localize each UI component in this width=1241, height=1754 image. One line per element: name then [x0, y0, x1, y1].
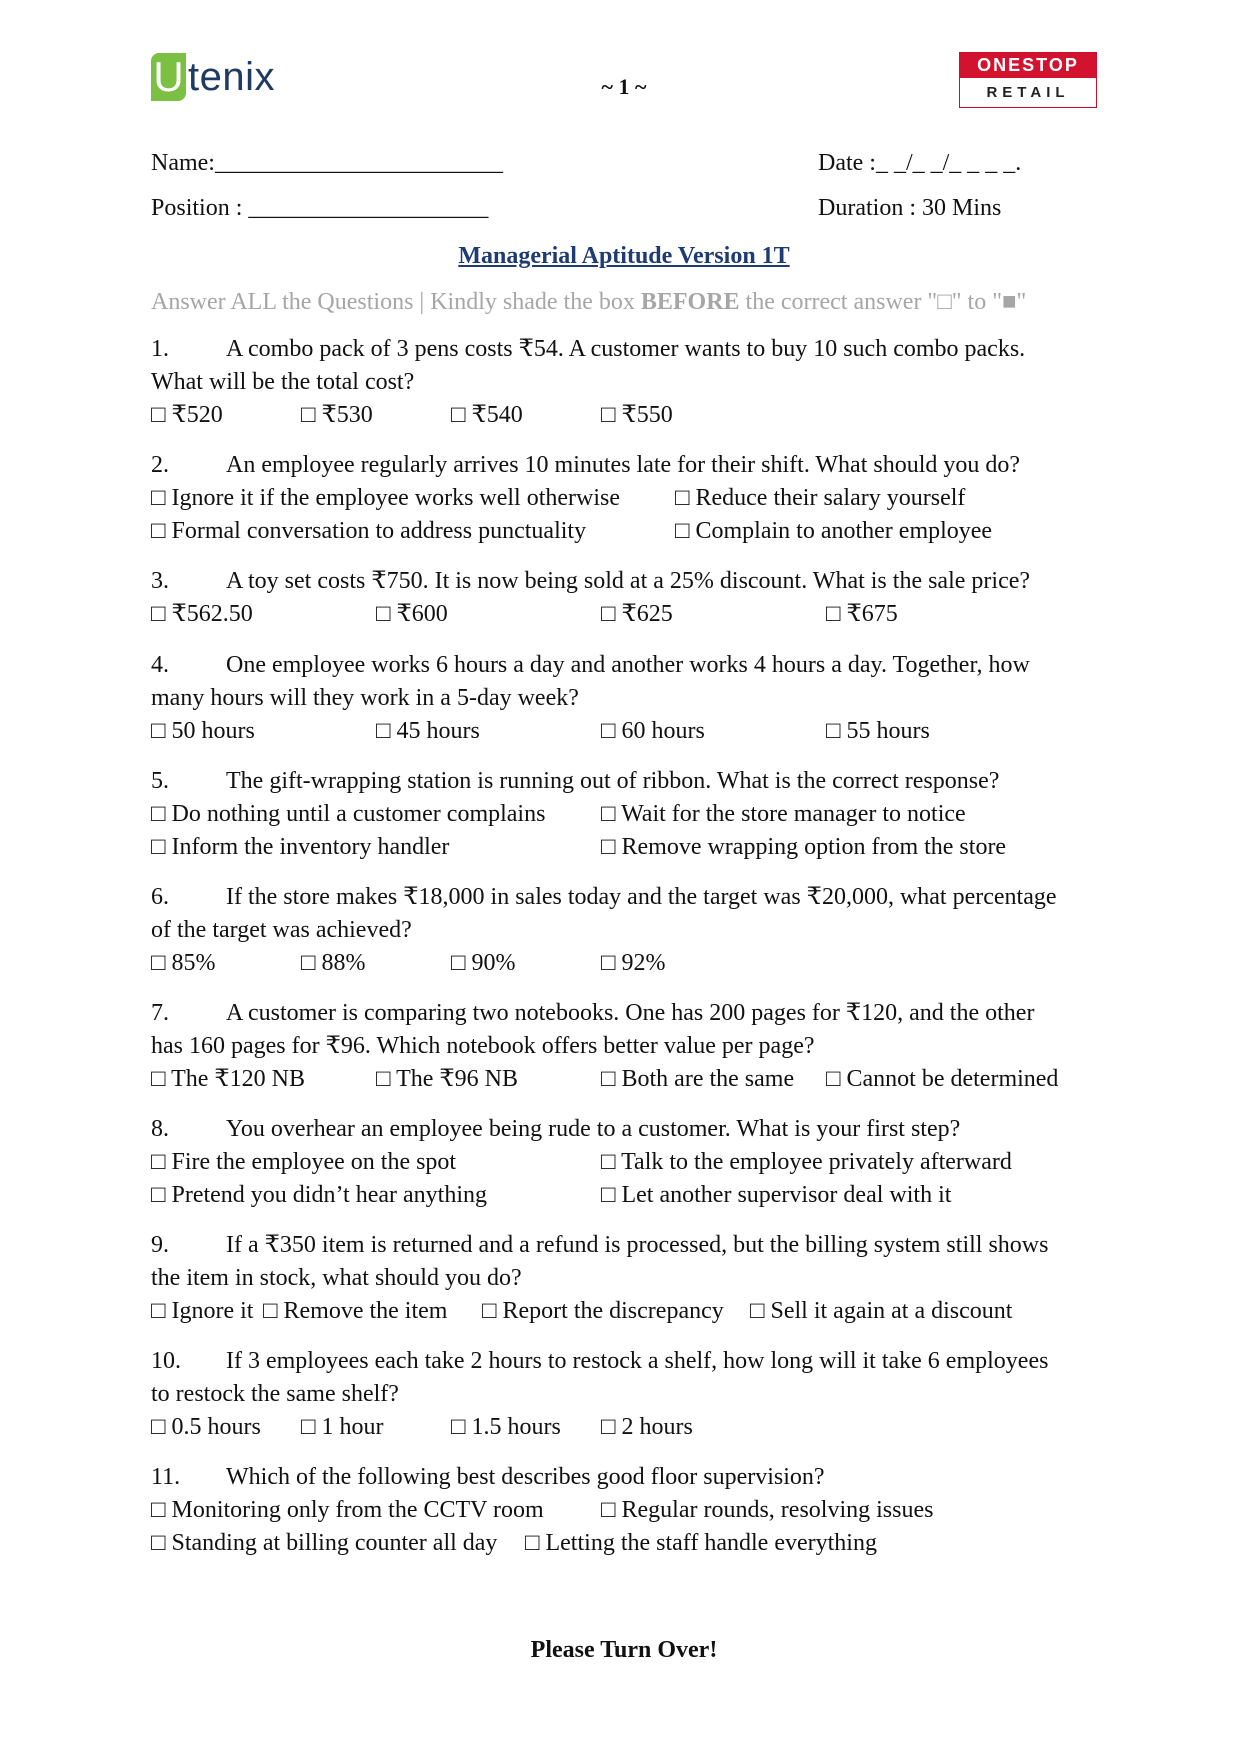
- question-number: 2.: [151, 452, 169, 478]
- question-number: 5.: [151, 768, 169, 794]
- option-checkbox[interactable]: □ 1.5 hours: [451, 1414, 561, 1440]
- duration-label: Duration : 30 Mins: [818, 195, 1002, 221]
- question-number: 7.: [151, 1000, 169, 1026]
- question-text: [151, 1461, 1097, 1494]
- option-checkbox[interactable]: □ 88%: [301, 950, 366, 976]
- question-number: 4.: [151, 652, 169, 678]
- option-checkbox[interactable]: □ 0.5 hours: [151, 1414, 261, 1440]
- option-checkbox[interactable]: □ Reduce their salary yourself: [675, 485, 966, 511]
- utenix-logo-text: tenix: [188, 54, 275, 99]
- page-title: Managerial Aptitude Version 1T: [458, 243, 790, 269]
- option-checkbox[interactable]: □ Standing at billing counter all day: [151, 1530, 498, 1556]
- option-checkbox[interactable]: □ Remove the item: [263, 1298, 448, 1324]
- instructions: [151, 289, 1026, 316]
- option-checkbox[interactable]: □ Inform the inventory handler: [151, 834, 450, 860]
- question-line-1: Which of the following best describes good floor supervision?: [226, 1464, 825, 1490]
- question-11: [151, 1461, 1097, 1560]
- option-checkbox[interactable]: □ Complain to another employee: [675, 518, 993, 544]
- options: [151, 1494, 1097, 1527]
- question-line-1: A toy set costs ₹750. It is now being sold at a 25% discount. What is the sale price?: [226, 568, 1031, 594]
- option-checkbox[interactable]: □ Ignore it if the employee works well otherwise: [151, 485, 621, 511]
- name-field[interactable]: Name:________________________: [151, 150, 503, 176]
- question-line-1: An employee regularly arrives 10 minutes late for their shift. What should you do?: [226, 452, 1021, 478]
- question-line-2: to restock the same shelf?: [151, 1381, 399, 1407]
- options: [151, 515, 1097, 548]
- question-line-1: The gift-wrapping station is running out of ribbon. What is the correct response?: [226, 768, 1000, 794]
- question-number: 11.: [151, 1464, 181, 1490]
- options: [151, 598, 1097, 631]
- options: [151, 715, 1097, 748]
- option-checkbox[interactable]: □ Cannot be determined: [826, 1066, 1059, 1092]
- question-4: [151, 649, 1097, 748]
- question-text: [151, 765, 1097, 798]
- date-field[interactable]: Date :_ _/_ _/_ _ _ _.: [818, 150, 1022, 176]
- question-line-1: If a ₹350 item is returned and a refund is processed, but the billing system still shows: [226, 1232, 1049, 1258]
- question-1: [151, 333, 1097, 432]
- footer-note: Please Turn Over!: [530, 1637, 718, 1663]
- question-8: [151, 1113, 1097, 1212]
- option-checkbox[interactable]: □ 1 hour: [301, 1414, 384, 1440]
- question-text: [151, 449, 1097, 482]
- question-3: [151, 565, 1097, 631]
- option-checkbox[interactable]: □ ₹530: [301, 402, 373, 428]
- question-9: [151, 1229, 1097, 1328]
- question-7: [151, 997, 1097, 1096]
- option-checkbox[interactable]: □ ₹562.50: [151, 601, 253, 627]
- question-number: 6.: [151, 884, 169, 910]
- option-checkbox[interactable]: □ 50 hours: [151, 718, 255, 744]
- question-10: [151, 1345, 1097, 1444]
- option-checkbox[interactable]: □ Wait for the store manager to notice: [601, 801, 966, 827]
- options: [151, 1179, 1097, 1212]
- option-checkbox[interactable]: □ Ignore it: [151, 1298, 254, 1324]
- question-line-2: What will be the total cost?: [151, 369, 415, 395]
- question-number: 9.: [151, 1232, 169, 1258]
- question-line-2: the item in stock, what should you do?: [151, 1265, 522, 1291]
- question-line-1: You overhear an employee being rude to a customer. What is your first step?: [226, 1116, 961, 1142]
- question-line-1: One employee works 6 hours a day and another works 4 hours a day. Together, how: [226, 652, 1030, 678]
- option-checkbox[interactable]: □ Remove wrapping option from the store: [601, 834, 1007, 860]
- option-checkbox[interactable]: □ ₹625: [601, 601, 673, 627]
- option-checkbox[interactable]: □ The ₹120 NB: [151, 1066, 305, 1092]
- question-text: [151, 649, 1097, 682]
- question-line-1: A customer is comparing two notebooks. One has 200 pages for ₹120, and the other: [226, 1000, 1035, 1026]
- question-text: [151, 997, 1097, 1030]
- option-checkbox[interactable]: □ 90%: [451, 950, 516, 976]
- question-5: [151, 765, 1097, 864]
- question-number: 1.: [151, 336, 169, 362]
- options: [151, 831, 1097, 864]
- option-checkbox[interactable]: □ The ₹96 NB: [376, 1066, 518, 1092]
- question-number: 3.: [151, 568, 169, 594]
- option-checkbox[interactable]: □ 45 hours: [376, 718, 480, 744]
- options: [151, 1146, 1097, 1179]
- option-checkbox[interactable]: □ ₹675: [826, 601, 898, 627]
- option-checkbox[interactable]: □ Monitoring only from the CCTV room: [151, 1497, 544, 1523]
- option-checkbox[interactable]: □ Report the discrepancy: [482, 1298, 724, 1324]
- question-text: [151, 881, 1097, 914]
- option-checkbox[interactable]: □ Fire the employee on the spot: [151, 1149, 457, 1175]
- question-text: [151, 1229, 1097, 1262]
- question-line-2: many hours will they work in a 5-day week?: [151, 685, 579, 711]
- question-text: [151, 333, 1097, 366]
- option-checkbox[interactable]: □ Talk to the employee privately afterward: [601, 1149, 1012, 1175]
- option-checkbox[interactable]: □ 55 hours: [826, 718, 930, 744]
- question-line-1: If the store makes ₹18,000 in sales today and the target was ₹20,000, what percentage: [226, 884, 1057, 910]
- question-6: [151, 881, 1097, 980]
- option-checkbox[interactable]: □ Let another supervisor deal with it: [601, 1182, 952, 1208]
- question-text: [151, 1113, 1097, 1146]
- instructions-bold: BEFORE: [640, 289, 740, 315]
- option-checkbox[interactable]: □ 92%: [601, 950, 666, 976]
- option-checkbox[interactable]: □ 85%: [151, 950, 216, 976]
- options: [151, 1063, 1097, 1096]
- onestop-retail-logo: [959, 52, 1097, 108]
- option-checkbox[interactable]: □ Letting the staff handle everything: [525, 1530, 877, 1556]
- option-checkbox[interactable]: □ Formal conversation to address punctuality: [151, 518, 587, 544]
- utenix-logo-mark: U: [151, 53, 186, 101]
- question-number: 10.: [151, 1348, 181, 1374]
- option-checkbox[interactable]: □ ₹600: [376, 601, 448, 627]
- question-text: [151, 1345, 1097, 1378]
- question-2: [151, 449, 1097, 548]
- option-checkbox[interactable]: □ Regular rounds, resolving issues: [601, 1497, 934, 1523]
- question-line-2: has 160 pages for ₹96. Which notebook offers better value per page?: [151, 1033, 815, 1059]
- question-line-2: of the target was achieved?: [151, 917, 412, 943]
- options: [151, 947, 1097, 980]
- options: [151, 399, 1097, 432]
- option-checkbox[interactable]: □ 2 hours: [601, 1414, 693, 1440]
- option-checkbox[interactable]: □ ₹550: [601, 402, 673, 428]
- option-checkbox[interactable]: □ Sell it again at a discount: [750, 1298, 1013, 1324]
- options: [151, 482, 1097, 515]
- option-checkbox[interactable]: □ ₹520: [151, 402, 223, 428]
- position-field[interactable]: Position : ____________________: [151, 195, 489, 221]
- option-checkbox[interactable]: □ 60 hours: [601, 718, 705, 744]
- instructions-start: Answer ALL the Questions | Kindly shade the box: [151, 289, 641, 315]
- option-checkbox[interactable]: □ Both are the same: [601, 1066, 795, 1092]
- question-line-1: A combo pack of 3 pens costs ₹54. A customer wants to buy 10 such combo packs.: [226, 336, 1026, 362]
- options: [151, 798, 1097, 831]
- option-checkbox[interactable]: □ Pretend you didn’t hear anything: [151, 1182, 487, 1208]
- onestop-logo-top: ONESTOP: [960, 53, 1096, 78]
- option-checkbox[interactable]: □ Do nothing until a customer complains: [151, 801, 546, 827]
- option-checkbox[interactable]: □ ₹540: [451, 402, 523, 428]
- question-number: 8.: [151, 1116, 169, 1142]
- options: [151, 1411, 1097, 1444]
- question-line-1: If 3 employees each take 2 hours to restock a shelf, how long will it take 6 employees: [226, 1348, 1049, 1374]
- instructions-end: the correct answer "□" to "■": [739, 289, 1027, 315]
- question-text: [151, 565, 1097, 598]
- page-number: ~ 1 ~: [601, 74, 647, 99]
- worksheet-page: [151, 0, 1097, 1754]
- onestop-logo-bottom: RETAIL: [986, 84, 1070, 101]
- options: [151, 1295, 1097, 1328]
- options: [151, 1527, 1097, 1560]
